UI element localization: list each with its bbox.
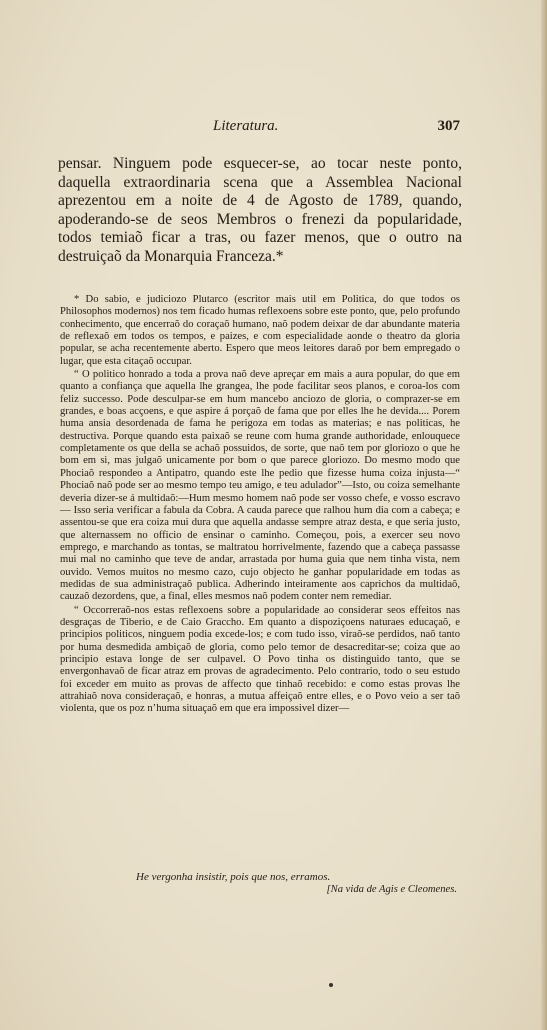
citation: [Na vida de Agis e Cleomenes. — [326, 884, 457, 895]
footnote-block — [60, 294, 460, 717]
page-edge — [541, 0, 547, 1030]
verse-line: He vergonha insistir, pois que nos, erramos. — [136, 871, 331, 883]
footnote-paragraph: “ O politico honrado a toda a prova naõ deve apreçar em mais a aura popular, do que em quanto a confiança que aquella lhe grangea, lhe pode facilitar seos planos, e coroa-los com feliz successo. Pode desculpar-se em hum mancebo anciozo de gloria, o comprazer-se em grandes, e boas acçoens, e que aspire á porçaõ de fama que por elles lhe he devida.... Porem huma ansia desordenada de fama he perigoza em todas as materias; e nas politicas, he destructiva. Porque quando esta paixaõ se reune com huma grande authoridade, enlouquece completamente os que della se achaõ possuidos, de sorte, que naõ tem por gloriozo o que he bom em si, mas julgaõ unicamente por bom o que parece gloriozo. Do mesmo modo que Phociaõ respondeo a Antipatro, quando este lhe pedio que fizesse huma coiza injusta—“ Phociaõ naõ pode ser ao mesmo tempo teu amigo, e teu adulador”—Isto, ou coiza semelhante deveria dizer-se á multidaõ:—Hum mesmo homem naõ pode ser vosso chefe, e vosso escravo — Isso seria verificar a fabula da Cobra. A cauda parece que ralhou hum dia com a cabeça; e assentou-se que era coiza mui dura que aquella andasse sempre atraz desta, e que seria justo, que alternassem no officio de ensinar o caminho. Começou, pois, a exercer seu novo emprego, e marchando as tontas, se maltratou horrivelmente, fazendo que a cabeça passasse mui mal no caminho que teve de andar, arrastada por huma guia que nem tinha vista, nem ouvido. Vemos muitos no mesmo cazo, cujo objecto he ganhar popularidade em todas as medidas de sua administraçaõ publica. Adherindo inteiramente aos caprichos da multidaõ, cauzaõ dezordens, que, a final, elles mesmos naõ podem conter nem remediar. — [60, 369, 460, 603]
main-paragraph: pensar. Ninguem pode esquecer-se, ao tocar neste ponto, daquella extraordinaria scena que a Assemblea Nacional aprezentou em a noite de 4 de Agosto de 1789, quando, apoderando-se de seos Membros o frenezi da popularidade, todos temiaõ ficar a tras, ou fazer menos, que o outro na destruiçaõ da Monarquia Franceza.* — [58, 155, 462, 265]
footnote-paragraph: * Do sabio, e judiciozo Plutarco (escritor mais util em Politica, do que todos os Philosophos modernos) nos tem ficado humas reflexoens sobre este ponto, que, pelo profundo conhecimento, que encerraõ do coraçaõ humano, naõ podem deixar de dar abundante materia de reflexaõ em todos os tempos, e paizes, e com especialidade aonde o theatro da gloria popular, se acha recentemente aberto. Espero que meos leitores daraõ por bem empregado o lugar, que esta citaçaõ occupar. — [60, 294, 460, 367]
running-title: Literatura. — [213, 118, 279, 134]
page-number: 307 — [437, 118, 460, 134]
page-header — [60, 118, 460, 140]
footnote-paragraph: “ Occorreraõ-nos estas reflexoens sobre a popularidade ao considerar seos effeitos nas desgraças de Tiberio, e de Caio Graccho. Em quanto a dispoziçoens naturaes educaçaõ, e principios politicos, ninguem podia excede-los; e com tudo isso, viraõ-se perdidos, naõ tanto por huma desmedida ambiçaõ de gloria, como pelo temor de desacreditar-se; coiza que ao principio estava longe de ser culpavel. O Povo tinha os distinguido tanto, que se envergonhavaõ de ficar atraz em provas de agradecimento. Pelo contrario, todo o seu estudo foi exceder em muito as provas de affecto que tinhaõ recebido: e como estas provas lhe attrahiaõ nova consideraçaõ, e honras, a mutua affeiçaõ entre elles, e o Povo veio a ser taõ violenta, que os poz n’huma situaçaõ em que era impossivel dizer— — [60, 604, 460, 715]
printer-mark — [329, 983, 333, 987]
